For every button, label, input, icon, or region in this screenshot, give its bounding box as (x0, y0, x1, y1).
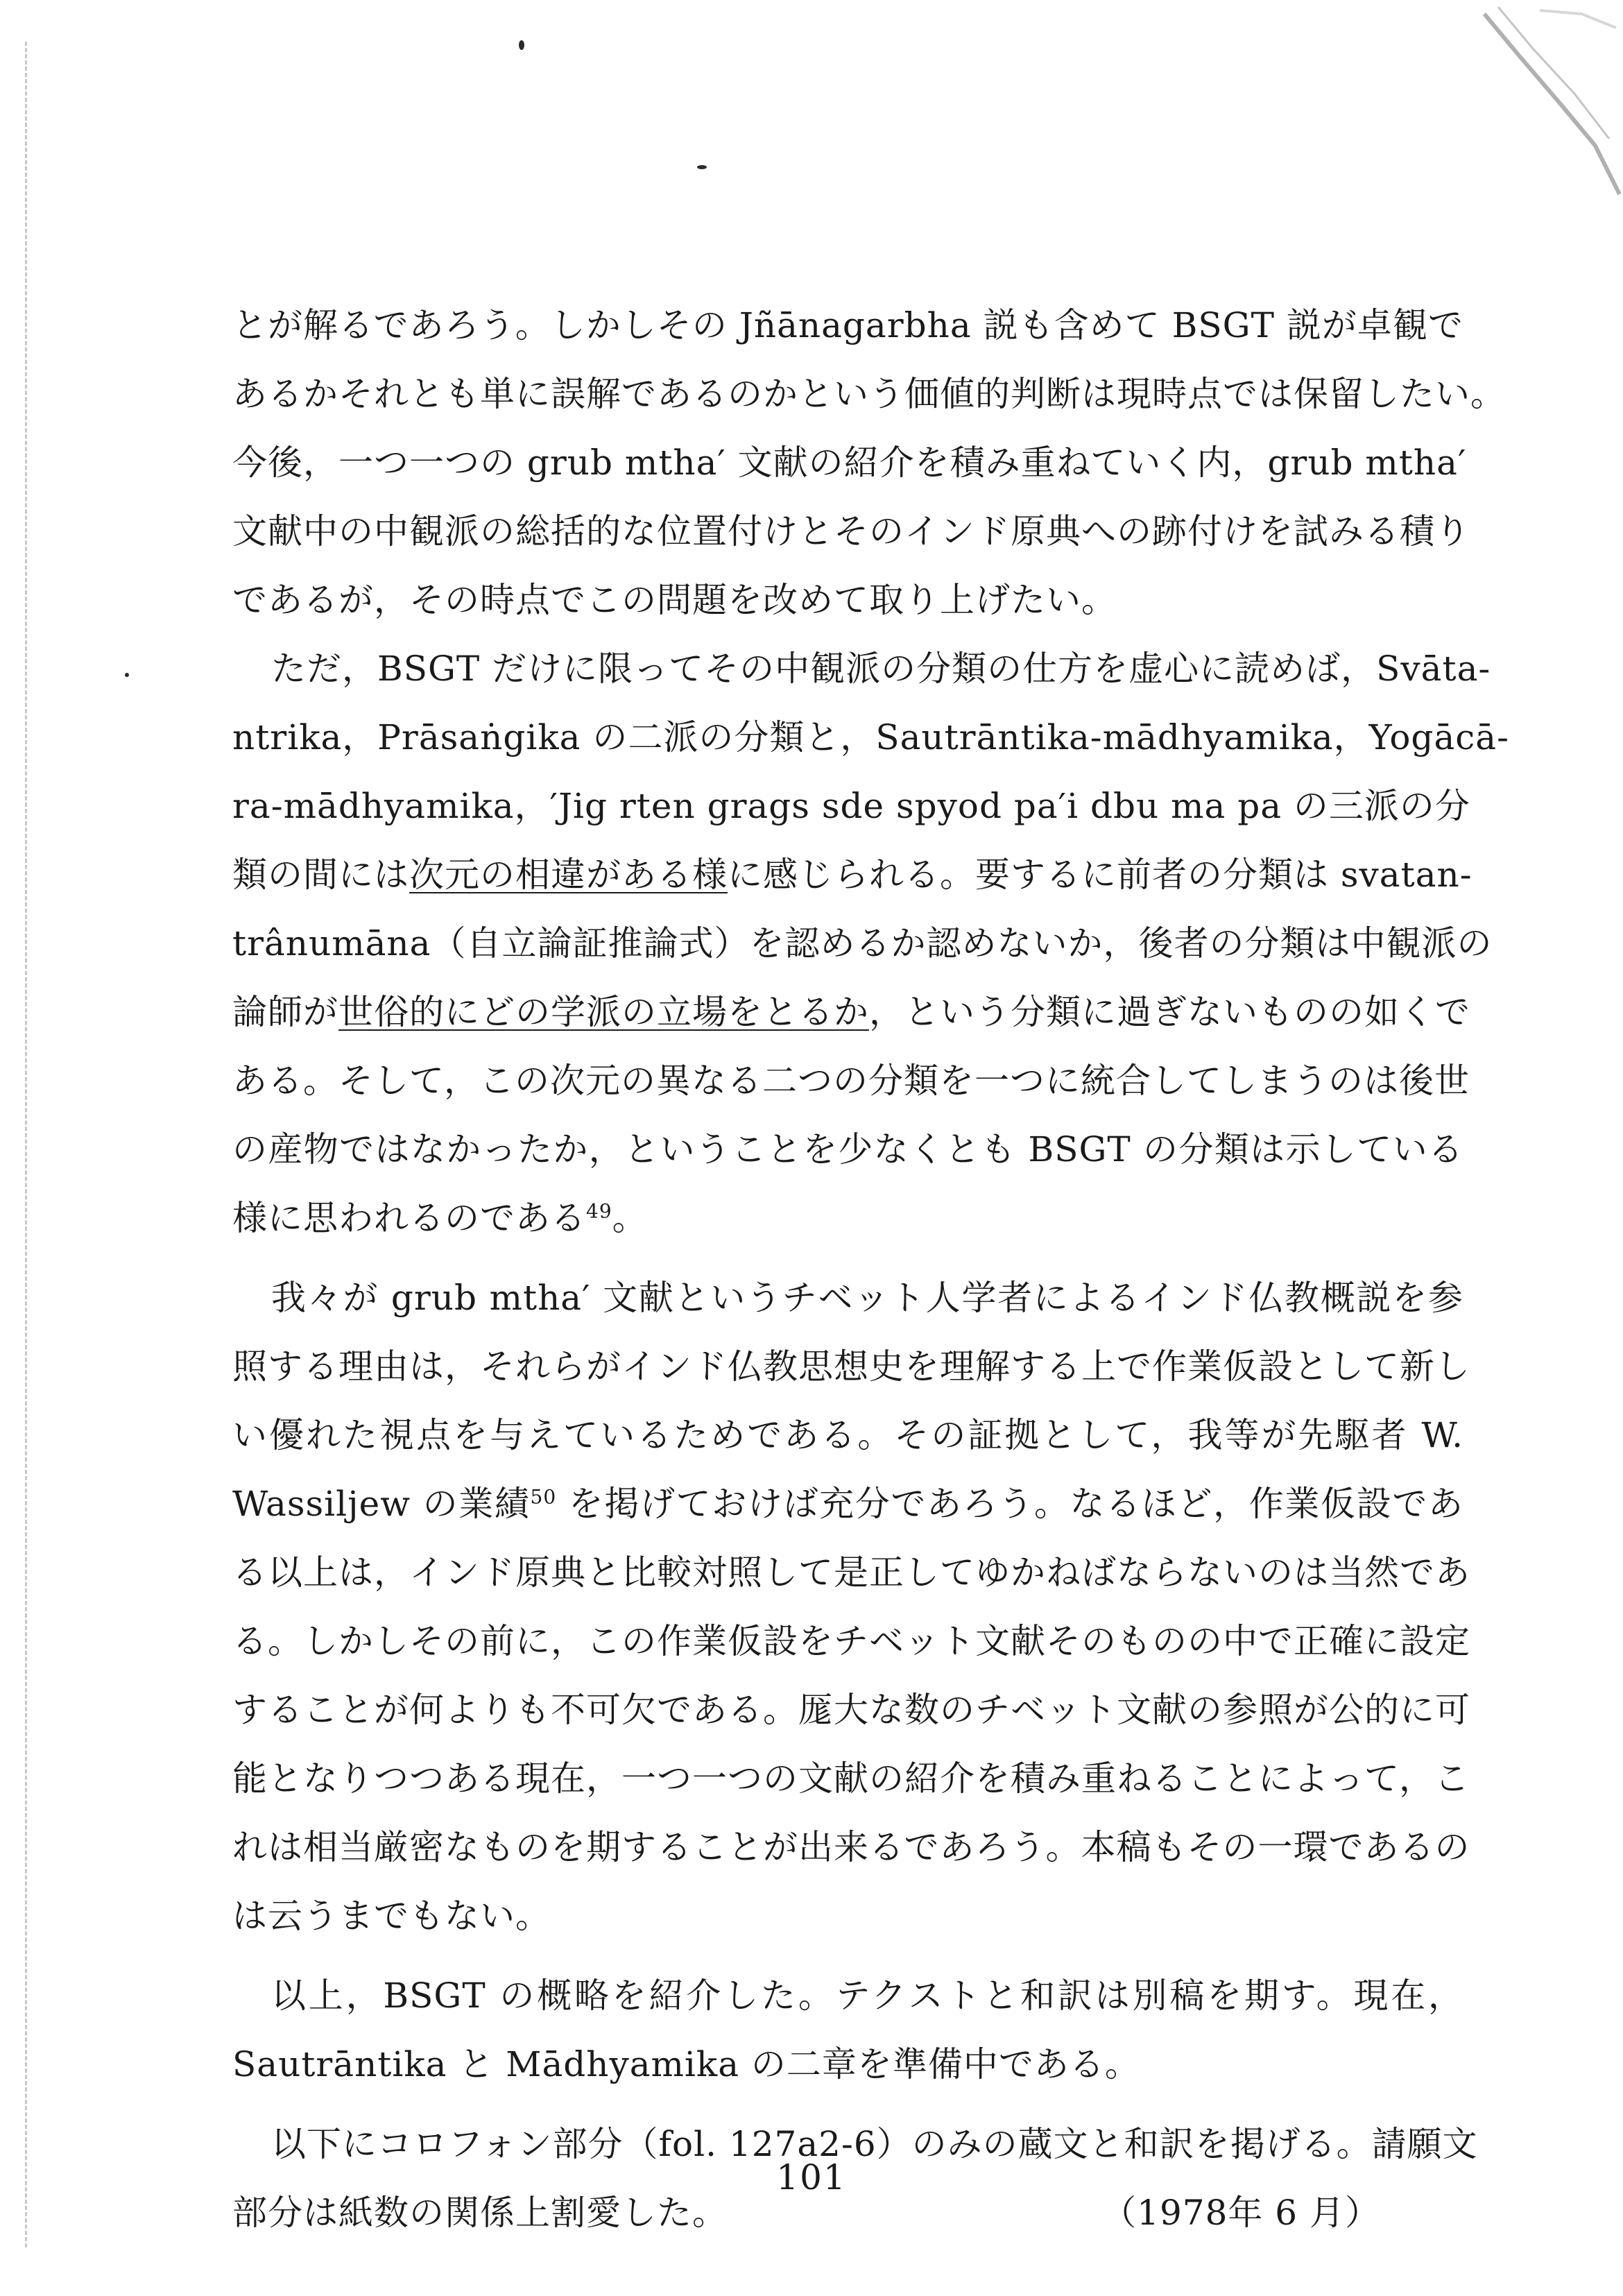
text-fragment: に感じられる。要するに前者の分類は svatan- (728, 855, 1472, 895)
text-line (232, 1184, 1463, 1253)
text-line: Sautrāntika と Mādhyamika の二章を準備中である。 (232, 2044, 1140, 2084)
paragraph-1 (232, 291, 1506, 635)
text-line: ra-mādhyamika，′Jig rten grags sde spyod pa′i dbu ma pa の三派の分 (232, 786, 1470, 826)
text-line: い優れた視点を与えているためである。その証拠として，我等が先駆者 W. (232, 1415, 1463, 1455)
paragraph-3 (232, 1264, 1470, 1951)
speck-mark (697, 165, 707, 169)
text-line (232, 841, 1472, 909)
text-line: することが何よりも不可欠である。厖大な数のチベット文献の参照が公的に可 (232, 1690, 1470, 1730)
text-line: ntrika，Prāsaṅgika の二派の分類と，Sautrāntika-mādhyamika，Yogācā- (232, 717, 1509, 757)
text-line: 以下にコロフォン部分（fol. 127a2-6）のみの蔵文と和訳を掲げる。請願文 (271, 2124, 1478, 2164)
page-number: 101 (776, 2157, 847, 2198)
text-line: 我々が grub mtha′ 文献というチベット人学者によるインド仏教概説を参 (271, 1278, 1463, 1318)
paragraph-4 (232, 1962, 1463, 2099)
text-line: ある。そして，この次元の異なる二つの分類を一つに統合してしまうのは後世 (232, 1061, 1470, 1101)
text-fragment: 類の間には (232, 855, 409, 895)
text-fragment: 様に思われるのである (232, 1198, 586, 1238)
text-fragment: Wassiljew の業績 (232, 1484, 531, 1524)
text-line: の産物ではなかったか，ということを少なくとも BSGT の分類は示している (232, 1129, 1463, 1170)
text-line (232, 978, 1470, 1047)
speck-mark (125, 673, 129, 677)
footnote-ref: 50 (530, 1485, 557, 1509)
paragraph-2 (232, 635, 1509, 1253)
text-fragment: 部分は紙数の関係上割愛した。 (232, 2193, 728, 2233)
text-fragment: 論師が (232, 992, 338, 1032)
text-line: 以上，BSGT の概略を紹介した。テクストと和訳は別稿を期す。現在， (271, 1976, 1463, 2016)
scan-corner-smudge (1457, 0, 1623, 208)
text-line: trânumāna（自立論証推論式）を認めるか認めないか，後者の分類は中観派の (232, 923, 1493, 963)
text-fragment: ，という分類に過ぎないものの如くで (869, 992, 1470, 1032)
text-line: あるかそれとも単に誤解であるのかという価値的判断は現時点では保留したい。 (232, 374, 1506, 414)
text-line: は云うまでもない。 (232, 1896, 551, 1936)
text-line: れは相当厳密なものを期することが出来るであろう。本稿もその一環であるの (232, 1827, 1470, 1867)
footnote-ref: 49 (586, 1199, 612, 1223)
speck-mark (519, 40, 524, 50)
text-line: る以上は，インド原典と比較対照して是正してゆかねばならないのは当然であ (232, 1552, 1470, 1593)
text-line: 文献中の中観派の総括的な位置付けとそのインド原典への跡付けを試みる積り (232, 511, 1470, 551)
text-fragment: 。 (612, 1198, 648, 1238)
text-line: 能となりつつある現在，一つ一つの文献の紹介を積み重ねることによって，こ (232, 1758, 1470, 1799)
scan-edge-mark (25, 42, 29, 2247)
underlined-phrase: 次元の相違がある様 (409, 855, 728, 895)
date-note: （1978年 6 月） (1101, 2193, 1380, 2233)
text-line: 照する理由は，それらがインド仏教思想史を理解する上で作業仮設として新し (232, 1346, 1470, 1387)
text-line: であるが，その時点でこの問題を改めて取り上げたい。 (232, 580, 1117, 620)
text-line: 今後，一つ一つの grub mtha′ 文献の紹介を積み重ねていく内，grub mtha′ (232, 443, 1467, 483)
text-fragment: を掲げておけば充分であろう。なるほど，作業仮設であ (556, 1484, 1463, 1524)
text-line (232, 1470, 1463, 1539)
text-line: ただ，BSGT だけに限ってその中観派の分類の仕方を虚心に読めば，Svāta- (271, 649, 1491, 689)
text-line: る。しかしその前に，この作業仮設をチベット文献そのものの中で正確に設定 (232, 1621, 1470, 1661)
text-line: とが解るであろう。しかしその Jñānagarbha 説も含めて BSGT 説が卓観で (232, 305, 1463, 345)
underlined-phrase: 世俗的にどの学派の立場をとるか (338, 992, 869, 1032)
document-body (232, 291, 1509, 2247)
